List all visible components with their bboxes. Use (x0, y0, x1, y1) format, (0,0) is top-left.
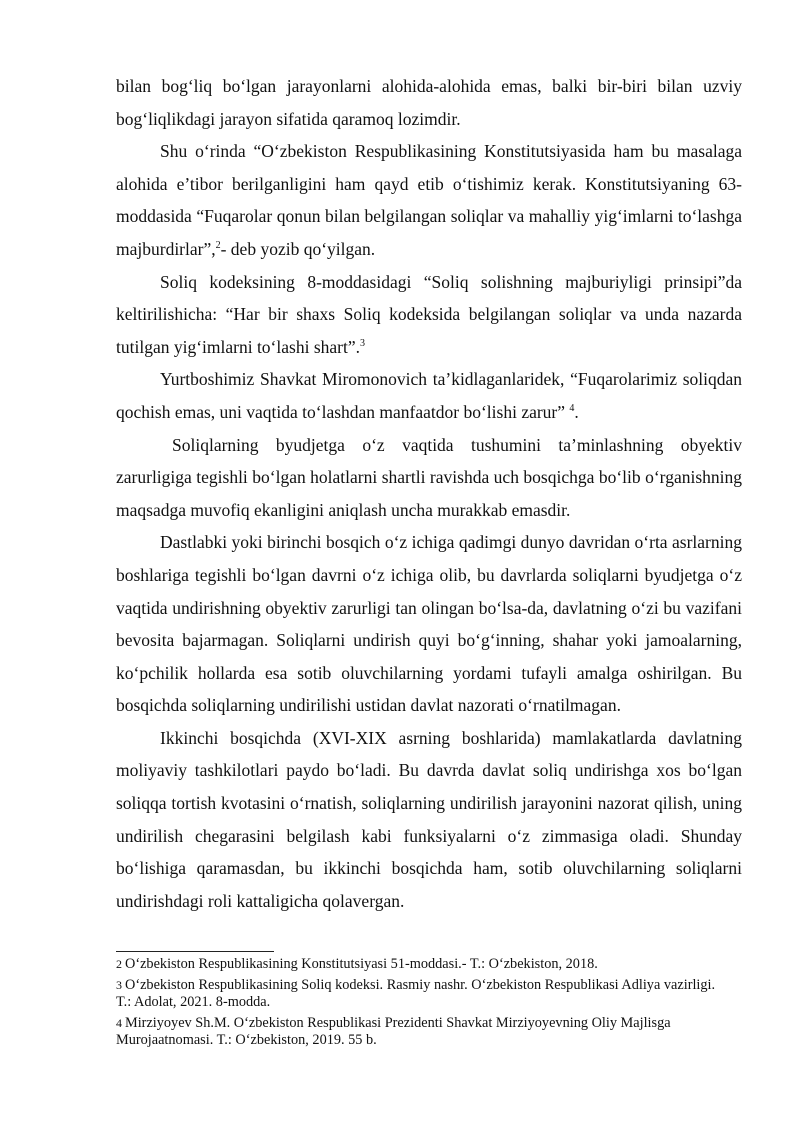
footnote-ref-3: 3 (359, 337, 365, 349)
paragraph-4-text: Yurtboshimiz Shavkat Miromonovich ta’kidlaganlaridek, “Fuqarolarimiz soliqdan qochish emas, uni vaqtida to‘lashdan manfaatdor bo‘lishi zarur” (116, 369, 742, 422)
paragraph-2-text: Shu o‘rinda “O‘zbekiston Respublikasining Konstitutsiyasida ham bu masalaga alohida e’tibor berilganligini ham qayd etib o‘tishimiz kerak. Konstitutsiyaning 63-moddasida “Fuqarolar qonun bilan belgilangan soliqlar va mahalliy yig‘imlarni to‘lashga majburdirlar”, (116, 141, 742, 259)
footnote-number: 2 (116, 957, 122, 971)
footnote-3 (116, 977, 716, 1012)
paragraph-5: Soliqlarning byudjetga o‘z vaqtida tushumini ta’minlashning obyektiv zarurligiga tegishli bo‘lgan holatlarni shartli ravishda uch bosqichga bo‘lib o‘rganishning maqsadga muvofiq ekanligini aniqlash uncha murakkab emasdir. (116, 434, 742, 520)
footnote-text: O‘zbekiston Respublikasining Konstitutsiyasi 51-moddasi.- T.: O‘zbekiston, 2018. (125, 956, 598, 972)
paragraph-4 (116, 363, 742, 428)
paragraph-2 (116, 135, 742, 265)
footnote-ref-2: 2 (215, 239, 221, 251)
footnote-separator (116, 951, 274, 952)
paragraph-1: bilan bog‘liq bo‘lgan jarayonlarni alohida-alohida emas, balki bir-biri bilan uzviy bog‘liqlikdagi jarayon sifatida qaramoq lozimdir. (116, 76, 742, 129)
footnote-number: 3 (116, 977, 122, 992)
paragraph-6: Dastlabki yoki birinchi bosqich o‘z ichiga qadimgi dunyo davridan o‘rta asrlarning boshlariga tegishli bo‘lgan davrni o‘z ichiga olib, bu davrlarda soliqlarni byudjetga o‘z vaqtida undirishning obyektiv zarurligi tan olingan bo‘lsa-da, davlatning o‘zi bu vazifani bevosita bajarmagan. Soliqlarni undirish quyi bo‘g‘inning, shahar yoki jamoalarning, ko‘pchilik hollarda esa sotib oluvchilarning yordami tufayli amalga oshirilgan. Bu bosqichda soliqlarning undirilishi ustidan davlat nazorati o‘rnatilmagan. (116, 532, 742, 716)
paragraph-7: Ikkinchi bosqichda (XVI-XIX asrning boshlarida) mamlakatlarda davlatning moliyaviy tashkilotlari paydo bo‘ladi. Bu davrda davlat soliq undirishga xos bo‘lgan soliqqa tortish kvotasini o‘rnatish, soliqlarning undirilish jarayonini nazorat qilish, uning undirilish chegarasini belgilash kabi funksiyalarni o‘z zimmasiga oladi. Shunday bo‘lishiga qaramasdan, bu ikkinchi bosqichda ham, sotib oluvchilarning soliqlarni undirishdagi roli kattaligicha qolavergan. (116, 727, 742, 911)
paragraph-2-tail: - deb yozib qo‘yilgan. (220, 238, 376, 259)
footnote-2 (116, 956, 716, 974)
paragraph-3 (116, 266, 742, 364)
paragraph-4-tail: . (574, 401, 579, 422)
footnote-number: 4 (116, 1015, 122, 1030)
footnote-4 (116, 1015, 716, 1050)
body-text (116, 70, 742, 917)
paragraph-3-text: Soliq kodeksining 8-moddasidagi “Soliq solishning majburiyligi prinsipi”da keltirilishicha: “Har bir shaxs Soliq kodeksida belgilangan soliqlar va unda nazarda tutilgan yig‘imlarni to‘lashi shart”. (116, 271, 742, 357)
footnote-text: Mirziyoyev Sh.M. O‘zbekiston Respublikasi Prezidenti Shavkat Mirziyoyevning Oliy Majlisga Murojaatnomasi. T.: O‘zbekiston, 2019. 55 b. (116, 1014, 671, 1048)
footnotes (116, 956, 716, 1053)
footnote-ref-4: 4 (569, 402, 575, 414)
footnote-text: O‘zbekiston Respublikasining Soliq kodeksi. Rasmiy nashr. O‘zbekiston Respublikasi Adliya vazirligi. T.: Adolat, 2021. 8-modda. (116, 976, 716, 1010)
